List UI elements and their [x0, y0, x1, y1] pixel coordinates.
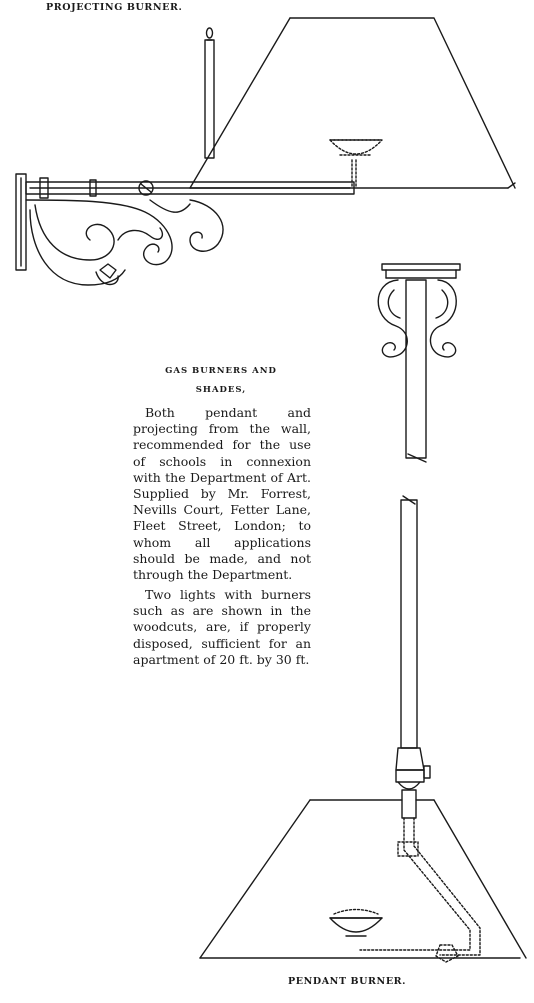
projecting-burner-caption: PROJECTING BURNER. [46, 2, 183, 13]
pendant-burner-caption: PENDANT BURNER. [288, 976, 407, 987]
lighting-note-paragraph: Two lights with burners such as are shown in the woodcuts, are, if properly disposed, sufficient for an apartment of 20 ft. by 30 ft. [133, 587, 311, 667]
section-heading-continued: SHADES, [195, 385, 247, 395]
upper-fitting-illustration [378, 264, 460, 462]
projecting-burner-illustration [16, 18, 515, 285]
description-paragraph: Both pendant and projecting from the wall, recommended for the use of schools in connexion with the Department of Art. Supplied by Mr. Forrest, Nevills Court, Fetter Lane, Fleet Street, London; to whom all applications should be made, and not through the Department. [133, 405, 311, 583]
section-heading: GAS BURNERS AND [165, 366, 277, 376]
